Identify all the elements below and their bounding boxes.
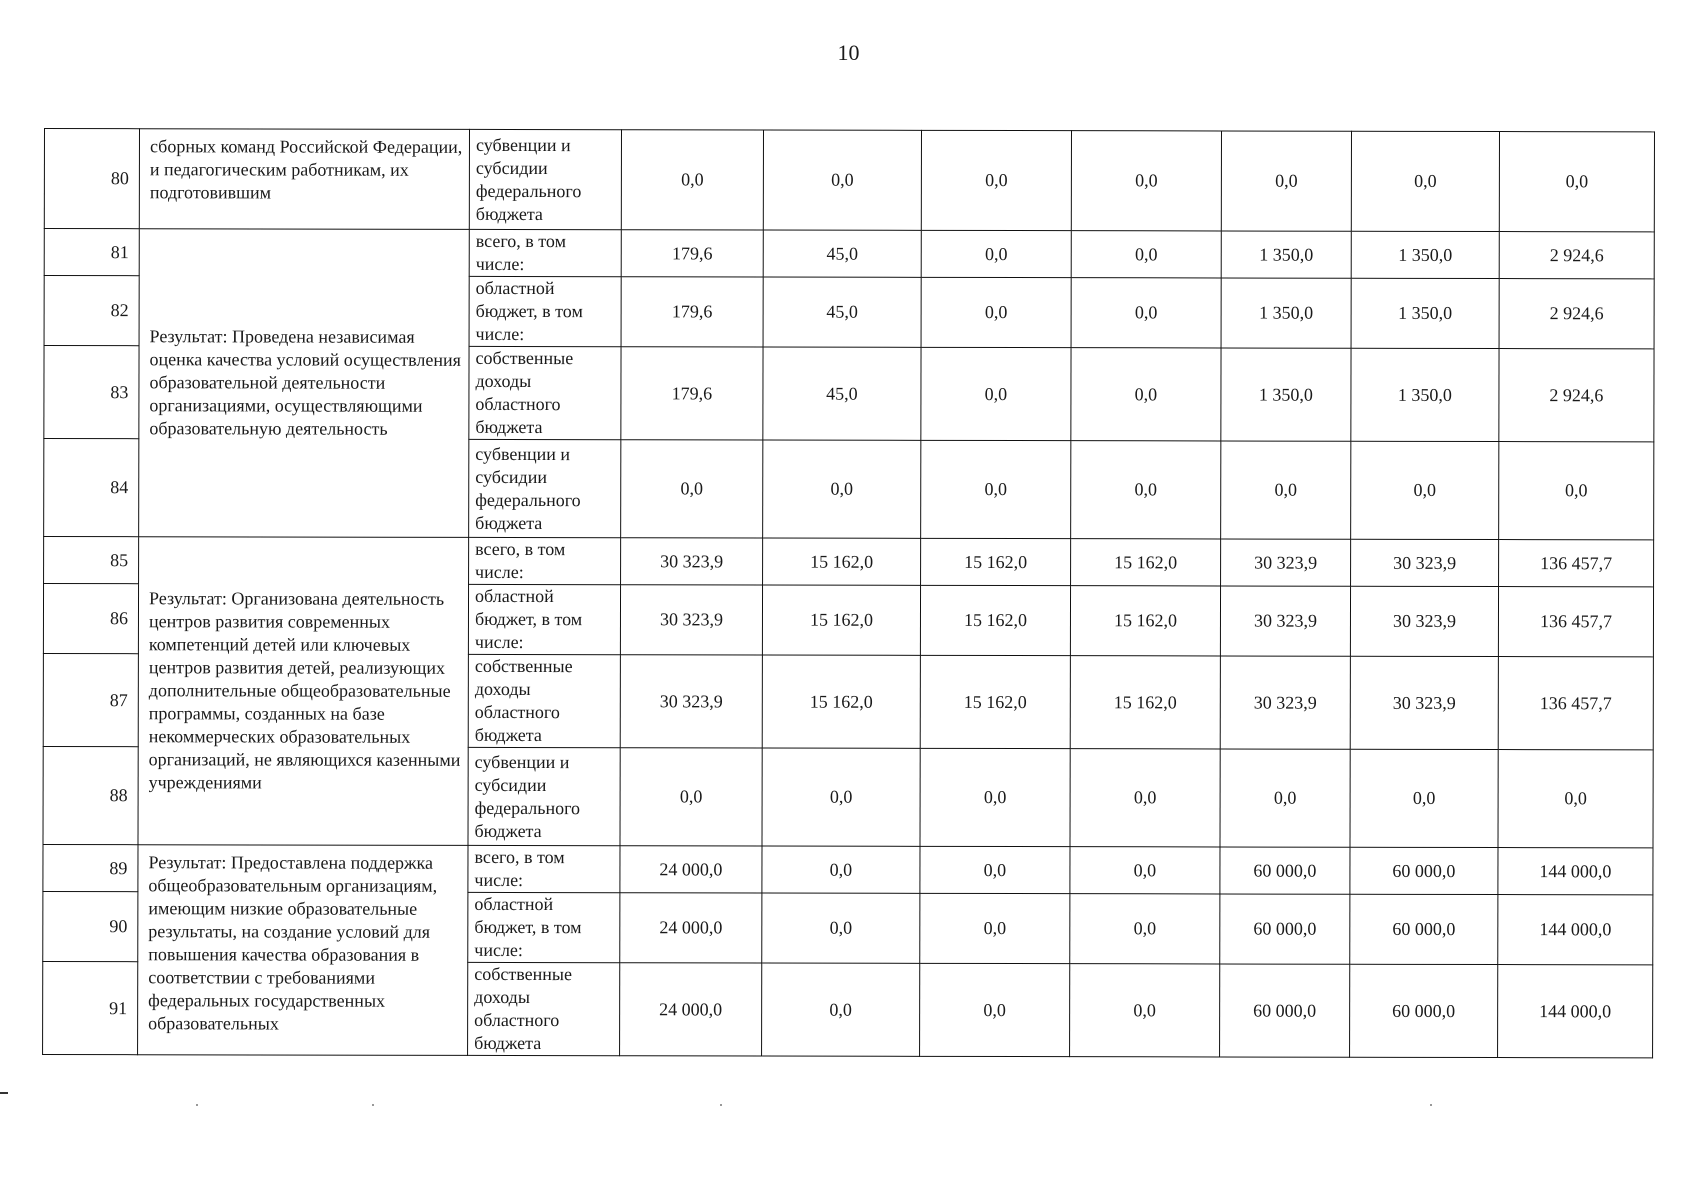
value-cell: 136 457,7: [1498, 587, 1653, 657]
row-number: 81: [44, 229, 139, 276]
table-row: [44, 229, 1654, 279]
value-cell: 15 162,0: [921, 538, 1071, 585]
funding-source: субвенции и субсидии федерального бюджета: [469, 439, 621, 537]
value-cell: 0,0: [762, 846, 920, 893]
value-cell: 30 323,9: [1350, 586, 1498, 656]
value-cell: 0,0: [921, 347, 1071, 440]
value-cell: 179,6: [621, 230, 763, 277]
value-cell: 0,0: [620, 748, 762, 846]
value-cell: 15 162,0: [920, 655, 1070, 748]
value-cell: 15 162,0: [920, 585, 1070, 655]
value-cell: 30 323,9: [1220, 656, 1350, 749]
value-cell: 15 162,0: [762, 585, 920, 655]
value-cell: 0,0: [921, 440, 1071, 538]
value-cell: 0,0: [1071, 348, 1221, 441]
value-cell: 60 000,0: [1350, 847, 1498, 894]
value-cell: 15 162,0: [763, 538, 921, 585]
scan-dot: [196, 1104, 198, 1106]
table-row: [44, 537, 1654, 587]
value-cell: 0,0: [921, 130, 1071, 230]
scan-dash: [0, 1092, 8, 1094]
row-number: 80: [44, 129, 139, 229]
value-cell: 30 323,9: [1350, 656, 1498, 749]
value-cell: 1 350,0: [1351, 278, 1499, 348]
value-cell: 45,0: [763, 277, 921, 347]
value-cell: 0,0: [762, 963, 920, 1056]
value-cell: 0,0: [920, 893, 1070, 963]
row-number: 82: [44, 276, 139, 346]
value-cell: 0,0: [1350, 749, 1498, 847]
value-cell: 1 350,0: [1221, 278, 1351, 348]
value-cell: 30 323,9: [1221, 539, 1351, 586]
value-cell: 0,0: [621, 440, 763, 538]
value-cell: 60 000,0: [1220, 964, 1350, 1057]
value-cell: 179,6: [621, 277, 763, 347]
value-cell: 45,0: [763, 230, 921, 277]
funding-source: собственные доходы областного бюджета: [468, 654, 620, 747]
value-cell: 0,0: [763, 440, 921, 538]
value-cell: 30 323,9: [621, 538, 763, 585]
row-number: 85: [44, 537, 139, 584]
value-cell: 0,0: [921, 230, 1071, 277]
value-cell: 0,0: [1499, 132, 1654, 232]
value-cell: 0,0: [920, 748, 1070, 846]
result-description: Результат: Организована деятельность центров развития современных компетенций детей или ключевых центров развития детей, реализующих дополнительные общеобразовательные программы, созданных на базе некоммерческих образовательных организаций, не являющихся казенными учреждениями: [138, 537, 469, 846]
value-cell: 0,0: [1498, 750, 1653, 848]
value-cell: 0,0: [1351, 441, 1499, 539]
value-cell: 136 457,7: [1499, 540, 1654, 587]
value-cell: 24 000,0: [620, 963, 762, 1056]
value-cell: 30 323,9: [620, 585, 762, 655]
funding-source: областной бюджет, в том числе:: [468, 892, 620, 962]
value-cell: 30 323,9: [620, 655, 762, 748]
value-cell: 30 323,9: [1220, 586, 1350, 656]
row-number: 90: [43, 891, 138, 961]
row-number: 88: [43, 746, 138, 844]
row-number: 87: [43, 653, 138, 746]
value-cell: 24 000,0: [620, 893, 762, 963]
value-cell: 144 000,0: [1498, 848, 1653, 895]
value-cell: 0,0: [763, 130, 921, 230]
scan-dot: [720, 1104, 722, 1106]
value-cell: 60 000,0: [1350, 964, 1498, 1057]
value-cell: 15 162,0: [1070, 586, 1220, 656]
funding-source: всего, в том числе:: [468, 845, 620, 892]
row-number: 89: [43, 844, 138, 891]
result-description: Результат: Предоставлена поддержка общеобразовательным организациям, имеющим низкие образовательные результаты, на создание условий для повышения качества образования в соответствии с требованиями федеральных государственных образовательных: [138, 845, 468, 1056]
value-cell: 1 350,0: [1351, 348, 1499, 441]
value-cell: 144 000,0: [1498, 895, 1653, 965]
value-cell: 0,0: [1070, 847, 1220, 894]
funding-source: областной бюджет, в том числе:: [468, 584, 620, 654]
value-cell: 15 162,0: [1070, 656, 1220, 749]
value-cell: 15 162,0: [762, 655, 920, 748]
row-number: 83: [44, 346, 139, 439]
value-cell: 1 350,0: [1351, 231, 1499, 278]
value-cell: 1 350,0: [1221, 231, 1351, 278]
value-cell: 60 000,0: [1220, 847, 1350, 894]
funding-source: субвенции и субсидии федерального бюджета: [469, 129, 621, 229]
funding-source: собственные доходы областного бюджета: [469, 346, 621, 439]
value-cell: 2 924,6: [1499, 232, 1654, 279]
funding-source: собственные доходы областного бюджета: [468, 962, 620, 1055]
funding-source: всего, в том числе:: [469, 229, 621, 276]
row-number: 84: [44, 439, 139, 537]
table-body: [43, 129, 1655, 1058]
value-cell: 0,0: [1070, 894, 1220, 964]
table-row: [43, 844, 1653, 894]
budget-table: [42, 128, 1655, 1058]
result-description: сборных команд Российской Федерации, и педагогическим работникам, их подготовившим: [139, 129, 469, 230]
value-cell: 179,6: [621, 347, 763, 440]
value-cell: 0,0: [1071, 278, 1221, 348]
value-cell: 0,0: [1499, 442, 1654, 540]
scan-marks: [0, 1092, 1697, 1112]
row-number: 91: [43, 961, 138, 1054]
value-cell: 2 924,6: [1499, 349, 1654, 442]
value-cell: 2 924,6: [1499, 279, 1654, 349]
value-cell: 0,0: [1071, 231, 1221, 278]
funding-source: областной бюджет, в том числе:: [469, 276, 621, 346]
value-cell: 144 000,0: [1498, 965, 1653, 1058]
value-cell: 0,0: [1221, 131, 1351, 231]
value-cell: 0,0: [762, 748, 920, 846]
value-cell: 24 000,0: [620, 846, 762, 893]
value-cell: 45,0: [763, 347, 921, 440]
funding-source: субвенции и субсидии федерального бюджета: [468, 747, 620, 845]
value-cell: 0,0: [1070, 964, 1220, 1057]
row-number: 86: [43, 584, 138, 654]
scan-dot: [372, 1104, 374, 1106]
table-row: [44, 129, 1654, 232]
value-cell: 30 323,9: [1351, 539, 1499, 586]
value-cell: 0,0: [1070, 749, 1220, 847]
value-cell: 0,0: [1220, 749, 1350, 847]
value-cell: 136 457,7: [1498, 657, 1653, 750]
value-cell: 15 162,0: [1071, 539, 1221, 586]
value-cell: 0,0: [1221, 441, 1351, 539]
value-cell: 0,0: [621, 130, 763, 230]
value-cell: 0,0: [920, 963, 1070, 1056]
value-cell: 60 000,0: [1220, 894, 1350, 964]
value-cell: 0,0: [762, 893, 920, 963]
value-cell: 0,0: [1071, 441, 1221, 539]
value-cell: 0,0: [920, 846, 1070, 893]
result-description: Результат: Проведена независимая оценка качества условий осуществления образовательной деятельности организациями, осуществляющими образовательную деятельность: [139, 229, 470, 538]
value-cell: 0,0: [1351, 131, 1499, 231]
value-cell: 60 000,0: [1350, 894, 1498, 964]
value-cell: 0,0: [921, 277, 1071, 347]
scan-dot: [1430, 1104, 1432, 1106]
value-cell: 1 350,0: [1221, 348, 1351, 441]
funding-source: всего, в том числе:: [469, 537, 621, 584]
value-cell: 0,0: [1071, 131, 1221, 231]
page-number: 10: [837, 40, 860, 65]
